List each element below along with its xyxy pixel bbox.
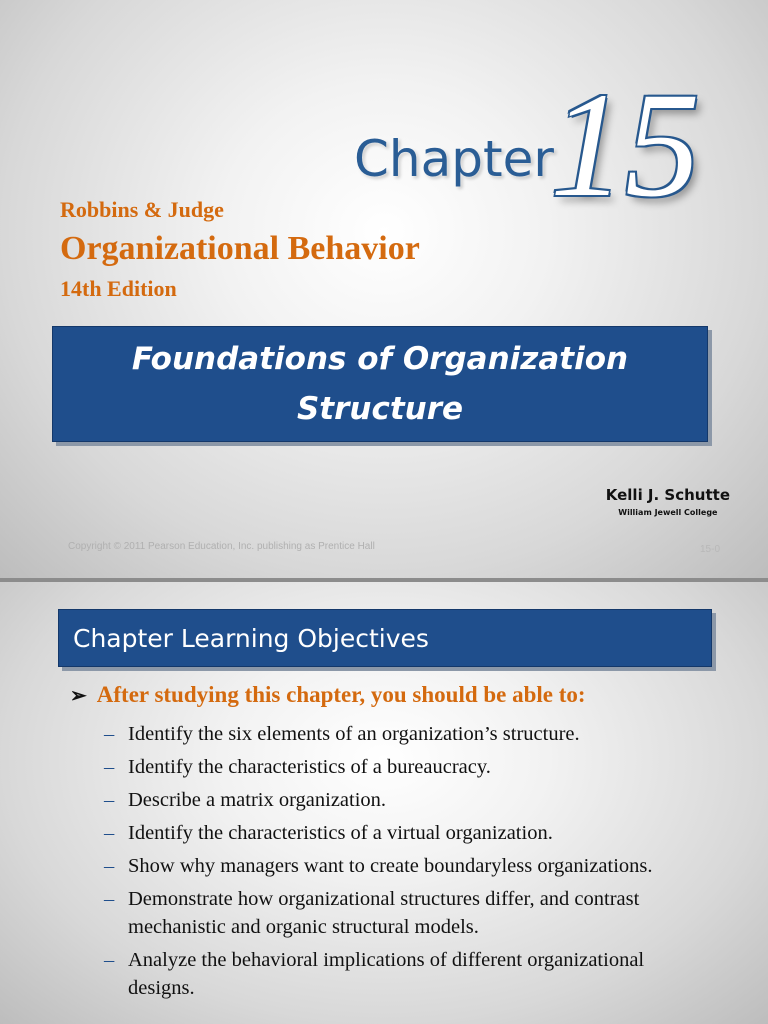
objective-text: Analyze the behavioral implications of different organizational designs. bbox=[128, 949, 645, 999]
arrow-bullet-icon: ➢ bbox=[70, 684, 87, 707]
chapter-title-box bbox=[52, 326, 708, 442]
authors: Robbins & Judge bbox=[60, 197, 224, 222]
dash-bullet-icon: – bbox=[104, 723, 115, 745]
dash-bullet-icon: – bbox=[104, 822, 115, 844]
objective-text: Describe a matrix organization. bbox=[128, 789, 387, 811]
list-item bbox=[104, 852, 704, 880]
objective-text: Show why managers want to create boundaryless organizations. bbox=[128, 855, 653, 877]
objectives-heading: Chapter Learning Objectives bbox=[73, 623, 429, 653]
dash-bullet-icon: – bbox=[104, 949, 115, 971]
objective-text: Identify the six elements of an organization’s structure. bbox=[128, 723, 580, 745]
objective-text: Identify the characteristics of a virtual organization. bbox=[128, 822, 553, 844]
list-item bbox=[104, 753, 704, 781]
dash-bullet-icon: – bbox=[104, 789, 115, 811]
book-title: Organizational Behavior bbox=[60, 230, 420, 267]
list-item bbox=[104, 819, 704, 847]
chapter-title: Foundations of Organization Structure bbox=[131, 341, 629, 427]
list-item bbox=[104, 720, 704, 748]
copyright: Copyright © 2011 Pearson Education, Inc. publishing as Prentice Hall bbox=[68, 541, 375, 552]
chapter-word: Chapter bbox=[354, 130, 554, 188]
objective-text: Demonstrate how organizational structures differ, and contrast mechanistic and organic structural models. bbox=[128, 888, 640, 938]
dash-bullet-icon: – bbox=[104, 756, 115, 778]
objectives-heading-bar bbox=[58, 609, 712, 667]
objective-text: Identify the characteristics of a bureaucracy. bbox=[128, 756, 491, 778]
presenter-school: William Jewell College bbox=[618, 508, 718, 517]
dash-bullet-icon: – bbox=[104, 855, 115, 877]
objectives-list bbox=[104, 720, 704, 1007]
chapter-number: 15 bbox=[550, 62, 700, 228]
list-item bbox=[104, 885, 704, 941]
dash-bullet-icon: – bbox=[104, 888, 115, 910]
presenter-block bbox=[606, 486, 730, 517]
objectives-lead-text: After studying this chapter, you should be able to: bbox=[96, 682, 586, 707]
objectives-lead bbox=[70, 682, 586, 708]
objectives-slide bbox=[0, 582, 768, 1024]
edition: 14th Edition bbox=[60, 276, 177, 301]
presenter-name: Kelli J. Schutte bbox=[605, 486, 730, 504]
page-number: 15-0 bbox=[700, 544, 721, 555]
list-item bbox=[104, 946, 704, 1002]
list-item bbox=[104, 786, 704, 814]
